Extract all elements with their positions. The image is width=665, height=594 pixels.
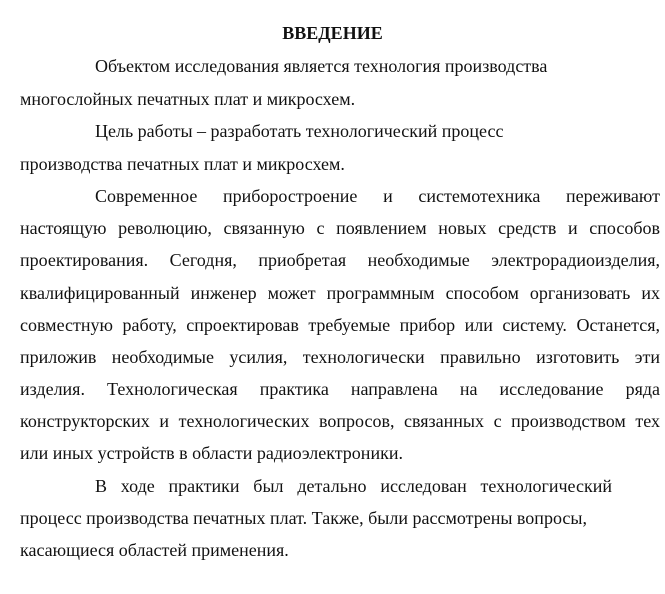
paragraph-3-line-5: совместную работу, спроектировав требуемые прибор или систему. Останется, [20, 315, 660, 335]
paragraph-3-line-9: или иных устройств в области радиоэлектроники. [20, 443, 403, 463]
paragraph-3-line-7: изделия. Технологическая практика направлена на исследование ряда [20, 379, 660, 399]
paragraph-4-line-3: касающиеся областей применения. [20, 540, 289, 560]
page-title: ВВЕДЕНИЕ [282, 23, 383, 43]
paragraph-2-line-2: производства печатных плат и микросхем. [20, 154, 345, 174]
paragraph-2-line-1: Цель работы – разработать технологический процесс [95, 121, 504, 141]
paragraph-3-line-6: приложив необходимые усилия, технологически правильно изготовить эти [20, 347, 660, 367]
paragraph-3-line-1: Современное приборостроение и системотехника переживают [95, 186, 660, 206]
paragraph-4-line-1: В ходе практики был детально исследован технологический [95, 476, 612, 496]
paragraph-3-line-2: настоящую революцию, связанную с появлением новых средств и способов [20, 218, 660, 238]
paragraph-3-line-4: квалифицированный инженер может программным способом организовать их [20, 283, 660, 303]
paragraph-4-line-2: процесс производства печатных плат. Также, были рассмотрены вопросы, [20, 508, 587, 528]
paragraph-3-line-8: конструкторских и технологических вопросов, связанных с производством тех [20, 411, 660, 431]
paragraph-3-line-3: проектирования. Сегодня, приобретая необходимые электрорадиоизделия, [20, 250, 660, 270]
paragraph-1-line-1: Объектом исследования является технология производства [95, 56, 548, 76]
paragraph-1-line-2: многослойных печатных плат и микросхем. [20, 89, 356, 109]
